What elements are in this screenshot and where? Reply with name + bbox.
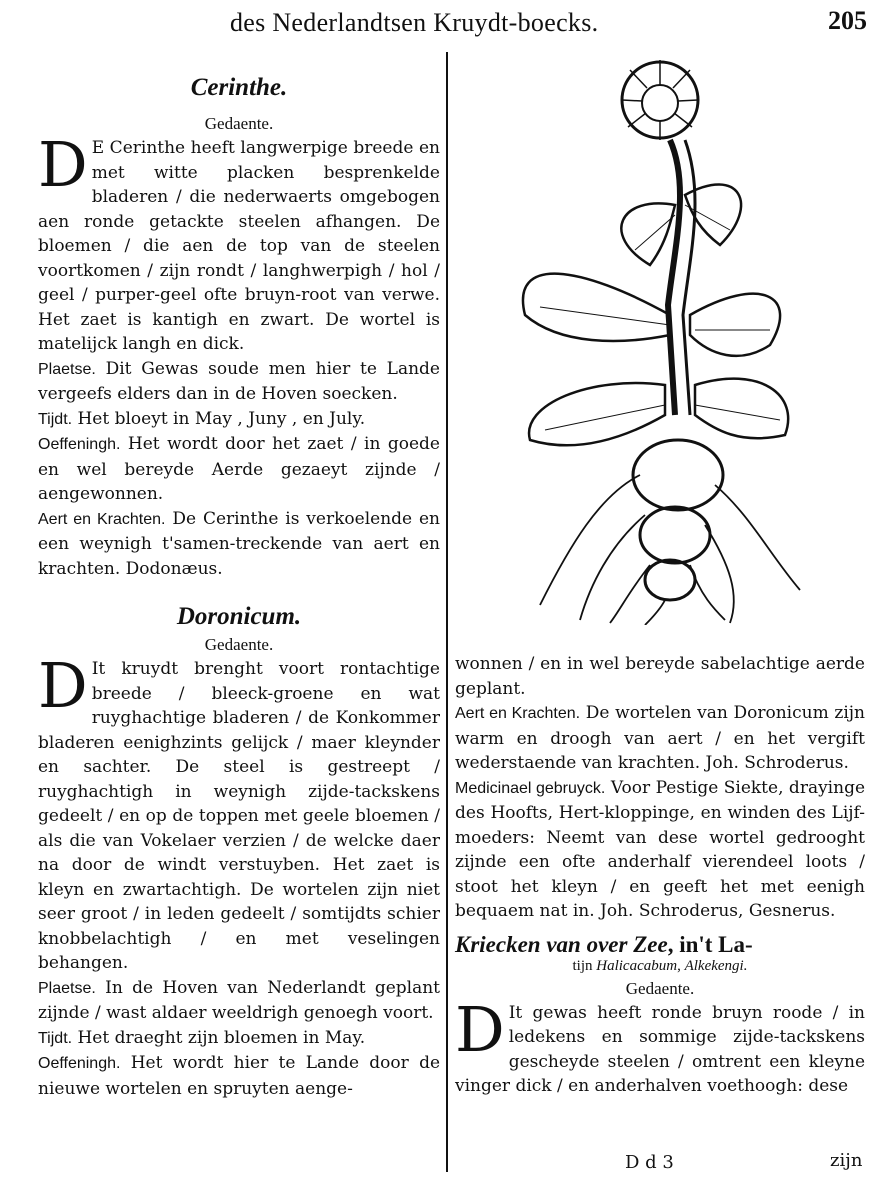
roots	[540, 475, 800, 625]
left-column	[38, 60, 440, 1101]
kriecken-title-roman: , in't La-	[667, 931, 753, 957]
leaf-lower-left	[529, 383, 665, 445]
kriecken-dropcap: D	[455, 992, 505, 1066]
cerinthe-aert-text: De Cerinthe is verkoelende en een weynigh t'samen-treckende van aert en krachten. Dodonæus.	[38, 508, 440, 579]
doronicum-description	[38, 649, 440, 976]
cerinthe-aert-label: Aert en Krachten.	[38, 510, 166, 528]
cerinthe-plaetse-text: Dit Gewas soude men hier te Lande vergeefs elders dan in de Hoven soecken.	[38, 358, 440, 404]
cerinthe-plaetse-label: Plaetse.	[38, 360, 96, 378]
doronicum-aert	[455, 701, 865, 776]
doronicum-tijdt	[38, 1026, 440, 1052]
catchword: zijn	[830, 1150, 863, 1171]
kriecken-sub-prefix: tijn	[572, 957, 593, 974]
page-number: 205	[828, 6, 867, 35]
doronicum-medicinael	[455, 776, 865, 924]
cerinthe-tijdt-text: Het bloeyt in May , Juny , en July.	[77, 408, 366, 429]
doronicum-oeffeningh-label: Oeffeningh.	[38, 1055, 121, 1072]
root-crown	[633, 440, 723, 510]
cerinthe-entry	[38, 74, 440, 581]
doronicum-dropcap: D	[38, 649, 88, 722]
kriecken-title	[455, 932, 865, 958]
cerinthe-tijdt	[38, 407, 440, 433]
doronicum-plaetse-label: Plaetse.	[38, 979, 96, 997]
cerinthe-title: Cerinthe.	[190, 74, 288, 101]
cerinthe-plaetse	[38, 357, 440, 407]
doronicum-plaetse	[38, 976, 440, 1026]
kriecken-title-italic: Kriecken van over Zee	[455, 931, 668, 957]
doronicum-tijdt-text: Het draeght zijn bloemen in May.	[77, 1027, 366, 1048]
doronicum-aert-text: De wortelen van Doronicum zijn warm en droogh van aert / en het vergift wederstaende van krachten. Joh. Schroderus.	[455, 703, 866, 773]
cerinthe-oeffeningh-label: Oeffeningh.	[38, 436, 121, 453]
leaf-lower-right	[695, 379, 788, 439]
column-rule	[446, 52, 448, 1172]
doronicum-description-text: It kruydt brenght voort rontachtige breede / bleeck-groene en wat ruyghachtige bladeren / de Konkommer bladeren eenighzints gelijck / maer kleynder en sachter. De steel is gestreept / ruyghachtigh in weynigh zijde-tackskens gedeelt / en op de toppen met geele bloemen / als die van Vokelaer verzien / de welcke daer na door de windt verstuyben. Het zaet is kleyn en zwartachtigh. De wortelen zijn niet seer groot / in leden gedeelt / somtijdts schier knobbelachtigh / en met veselingen behangen.	[38, 659, 440, 973]
kriecken-description	[455, 992, 865, 1099]
signature-mark: D d 3	[625, 1152, 674, 1173]
leaf-upper-left	[621, 203, 675, 265]
cerinthe-oeffeningh	[38, 432, 440, 507]
kriecken-latin-name-1: Halicacabum	[596, 957, 678, 974]
kriecken-latin-names: tijn Halicacabum, Alkekengi.	[572, 957, 748, 974]
leaf-middle-right	[690, 294, 780, 356]
doronicum-oeffeningh-text: Het wordt hier te Lande door de nieuwe wortelen en spruyten aenge-	[38, 1053, 441, 1099]
cerinthe-subhead: Gedaente.	[204, 114, 274, 133]
doronicum-oeffeningh	[38, 1051, 440, 1101]
cerinthe-tijdt-label: Tijdt.	[38, 410, 73, 428]
kriecken-latin-name-2: Alkekengi.	[684, 957, 748, 974]
kriecken-description-text: It gewas heeft ronde bruyn roode / in ledekens en sommige zijde-tackskens gescheyde steelen / omtrent een kleyne vinger dick / en anderhalven voethoogh: dese	[455, 1002, 865, 1096]
cerinthe-description	[38, 128, 440, 357]
running-head: des Nederlandtsen Kruydt-boecks.	[230, 8, 599, 37]
cerinthe-aert	[38, 507, 440, 582]
doronicum-title: Doronicum.	[176, 603, 302, 630]
kriecken-subhead: Gedaente.	[625, 978, 695, 998]
doronicum-woodcut-illustration	[500, 45, 840, 625]
right-column	[455, 652, 865, 1099]
doronicum-tijdt-label: Tijdt.	[38, 1029, 73, 1047]
doronicum-continuation: wonnen / en in wel bereyde sabelachtige aerde geplant.	[455, 654, 865, 699]
doronicum-subhead: Gedaente.	[204, 635, 274, 654]
cerinthe-description-text: E Cerinthe heeft langwerpige breede en met witte placken besprenkelde bladeren / die nederwaerts omgebogen aen ronde getackte steelen afhangen. De bloemen / die aen de top van de steelen voortkomen / zijn rondt / langhwerpigh / hol / geel / purper-geel ofte bruyn-root van verwe. Het zaet is kantigh en zwart. De wortel is matelijck langh en dick.	[38, 138, 440, 354]
doronicum-aert-label: Aert en Krachten.	[455, 705, 581, 722]
cerinthe-oeffeningh-text: Het wordt door het zaet / in goede en wel bereyde Aerde gezaeyt zijnde / aengewonnen.	[38, 434, 440, 504]
kriecken-entry	[455, 932, 865, 1099]
doronicum-medicinael-text: Voor Pestige Siekte, drayinge des Hoofts, Hert-kloppinge, en winden des Lijf-moeders: Neemt van dese wortel gedrooght zijnde een ofte anderhalf vierendeel loots / stoot het kleyn / en geeft het met eenigh bequaem nat in. Joh. Schroderus, Gesnerus.	[455, 777, 866, 921]
doronicum-entry	[38, 603, 440, 1101]
doronicum-plaetse-text: In de Hoven van Nederlandt geplant zijnde / wast aldaer weeldrigh genoegh voort.	[38, 977, 441, 1023]
main-stem	[668, 140, 680, 415]
cerinthe-dropcap: D	[38, 128, 88, 201]
doronicum-medicinael-label: Medicinael gebruyck.	[455, 779, 606, 797]
